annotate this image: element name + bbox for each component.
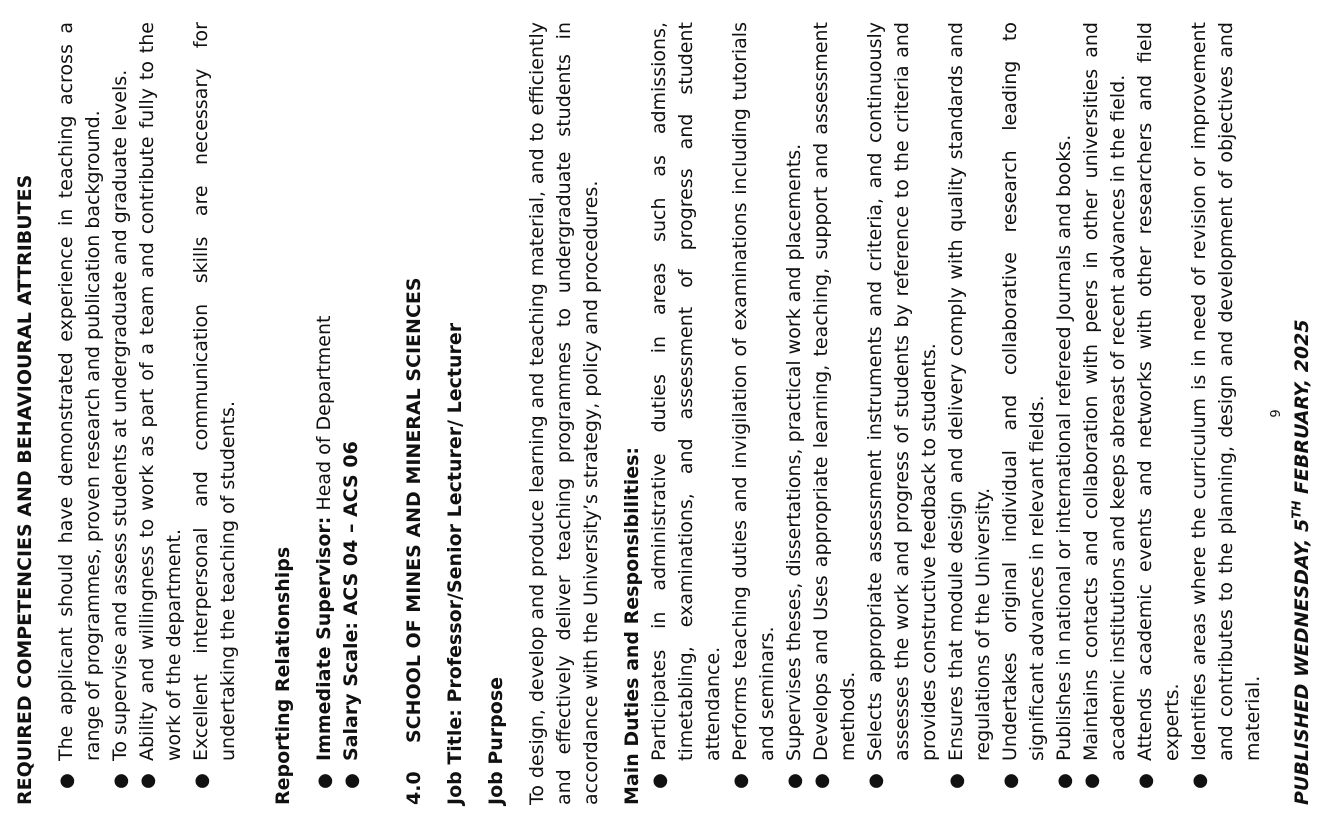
supervisor-label: Immediate Supervisor:	[313, 516, 335, 761]
list-item: ● Ensures that module design and delivery comply with quality standards and regulations of the University.	[943, 22, 997, 805]
list-item: ● Publishes in national or international refereed Journals and books.	[1051, 22, 1078, 805]
list-item: ● Identifies areas where the curriculum is in need of revision or improvement and contributes to the planning, design and development of objectives and material.	[1186, 22, 1267, 805]
list-item	[338, 22, 365, 805]
page-number: 9	[1269, 409, 1284, 418]
list-item: ● Maintains contacts and collaboration with peers in other universities and academic institutions and keeps abreast of recent advances in the field.	[1078, 22, 1132, 805]
bullet-icon: ●	[811, 773, 832, 789]
bullet-icon: ●	[1054, 773, 1075, 789]
bullet-icon: ●	[1135, 773, 1156, 789]
bullet-icon: ●	[730, 773, 751, 789]
published-date: PUBLISHED WEDNESDAY, 5TH FEBRUARY, 2025	[1289, 319, 1313, 805]
bullet-icon: ●	[56, 773, 77, 789]
list-item: ● Attends academic events and networks with other researchers and field experts.	[1132, 22, 1186, 805]
list-item: ● Selects appropriate assessment instruments and criteria, and continuously assesses the work and progress of students by reference to the criteria and provides constructive feedback to students.	[862, 22, 943, 805]
list-item	[311, 22, 338, 805]
list-item: ● Participates in administrative duties in areas such as admissions, timetabling, examinations, and assessment of progress and student attendance.	[646, 22, 727, 805]
list-item: ● To supervise and assess students at undergraduate and graduate levels.	[107, 22, 134, 805]
competencies-heading: REQUIRED COMPETENCIES AND BEHAVIOURAL ATTRIBUTES	[14, 174, 36, 805]
job-purpose-heading: Job Purpose	[485, 676, 507, 805]
list-item: ● Undertakes original individual and collaborative research leading to significant advances in relevant fields.	[997, 22, 1051, 805]
bullet-icon: ●	[314, 773, 335, 789]
list-item: ● Develops and Uses appropriate learning, teaching, support and assessment methods.	[808, 22, 862, 805]
competencies-list	[53, 22, 242, 805]
bullet-icon: ●	[784, 773, 805, 789]
list-item: ● The applicant should have demonstrated experience in teaching across a range of programmes, proven research and publication background.	[53, 22, 107, 805]
section-name: SCHOOL OF MINES AND MINERAL SCIENCES	[403, 277, 425, 743]
bullet-icon: ●	[946, 773, 967, 789]
bullet-icon: ●	[865, 773, 886, 789]
supervisor-value: Head of Department	[313, 315, 335, 511]
list-item: ● Performs teaching duties and invigilation of examinations including tutorials and seminars.	[727, 22, 781, 805]
duties-list	[646, 22, 1267, 805]
bullet-icon: ●	[191, 773, 212, 789]
bullet-icon: ●	[110, 773, 131, 789]
bullet-icon: ●	[137, 773, 158, 789]
bullet-icon: ●	[1189, 773, 1210, 789]
bullet-icon: ●	[649, 773, 670, 789]
reporting-heading: Reporting Relationships	[272, 546, 294, 805]
list-item: ● Supervises theses, dissertations, practical work and placements.	[781, 22, 808, 805]
list-item: ● Ability and willingness to work as part of a team and contribute fully to the work of the department.	[134, 22, 188, 805]
job-title: Job Title: Professor/Senior Lecturer/ Lecturer	[444, 322, 466, 805]
section-title	[401, 22, 428, 805]
section-number: 4.0	[403, 771, 425, 805]
reporting-list	[311, 22, 365, 805]
salary-scale: Salary Scale: ACS 04 – ACS 06	[340, 441, 362, 761]
bullet-icon: ●	[1081, 773, 1102, 789]
list-item: ● Excellent interpersonal and communication skills are necessary for undertaking the teaching of students.	[188, 22, 242, 805]
duties-heading: Main Duties and Responsibilities:	[621, 446, 643, 805]
bullet-icon: ●	[1000, 773, 1021, 789]
bullet-icon: ●	[341, 773, 362, 789]
job-purpose-text: To design, develop and produce learning and teaching material, and to efficiently and effectively deliver teaching programmes to undergraduate students in accordance with the University’s strategy, policy and procedures.	[526, 22, 602, 805]
